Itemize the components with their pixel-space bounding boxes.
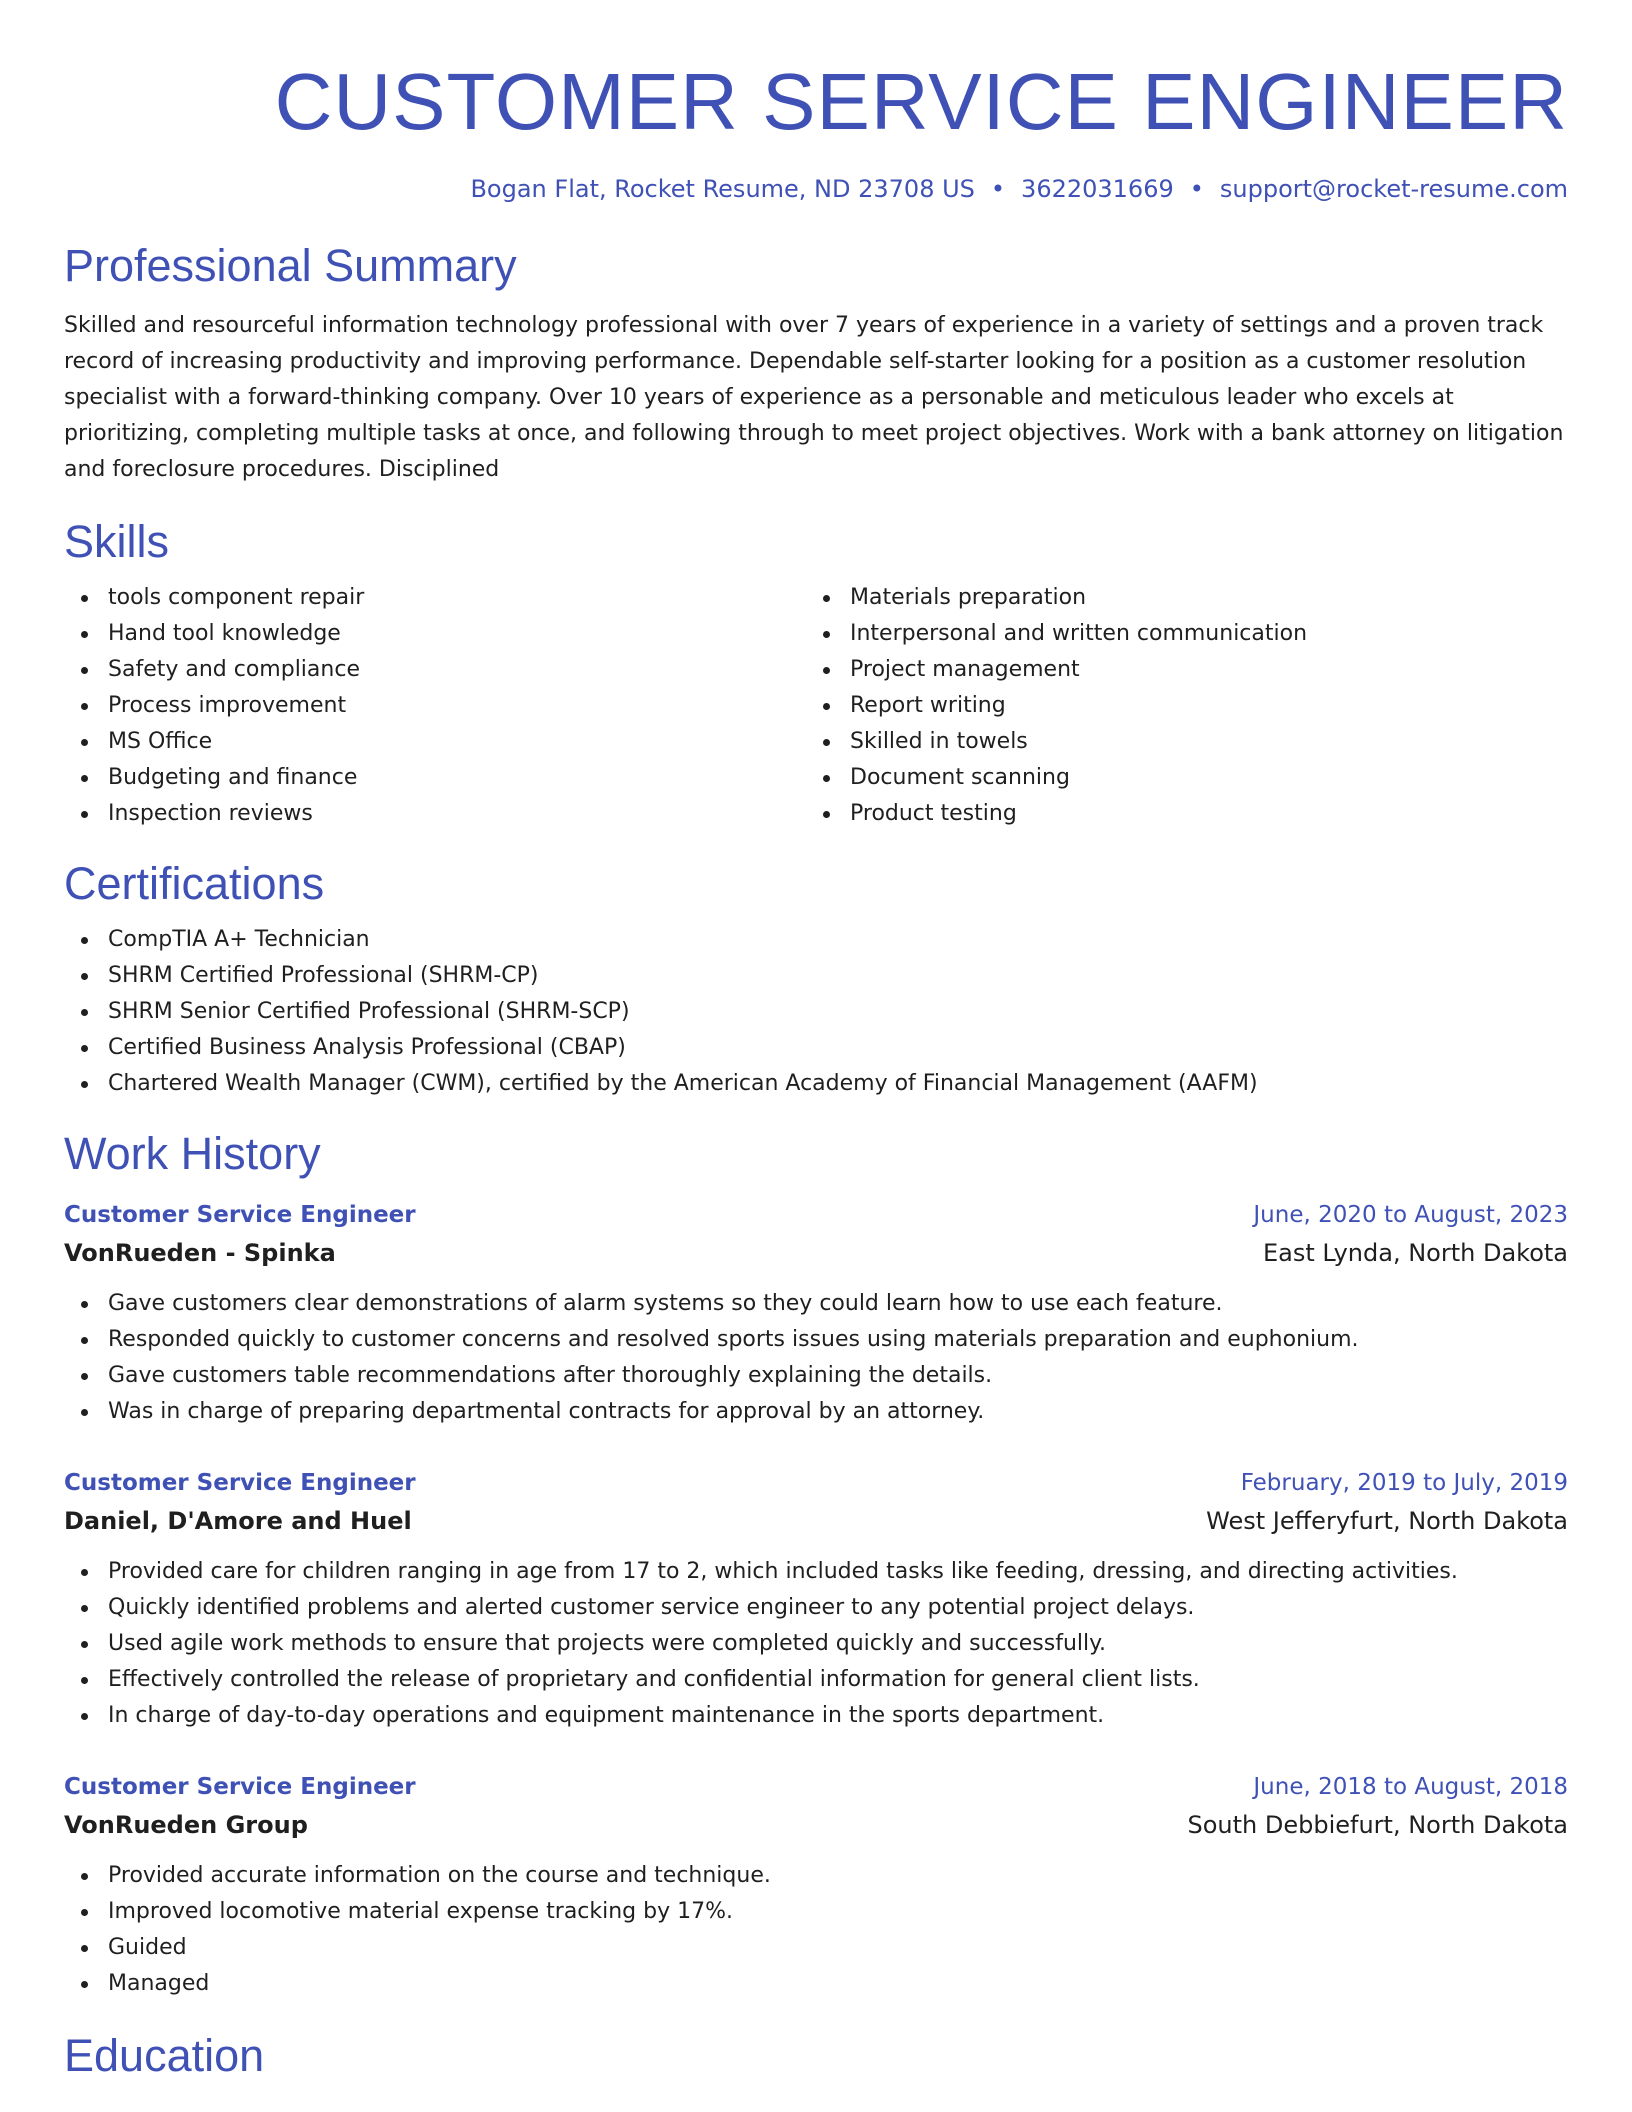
contact-email[interactable]: support@rocket-resume.com xyxy=(1219,175,1568,203)
job-header-row xyxy=(64,1768,1568,1806)
contact-address: Bogan Flat, Rocket Resume, ND 23708 US xyxy=(470,175,975,203)
job-title: Customer Service Engineer xyxy=(64,1470,416,1496)
job-bullet: Used agile work methods to ensure that projects were completed quickly and successfully. xyxy=(64,1626,1568,1662)
job-bullet: Gave customers clear demonstrations of alarm systems so they could learn how to use each feature. xyxy=(64,1286,1568,1322)
job-dates: June, 2018 to August, 2018 xyxy=(1253,1774,1568,1800)
job-bullet: Quickly identified problems and alerted customer service engineer to any potential project delays. xyxy=(64,1590,1568,1626)
skill-item: Safety and compliance xyxy=(64,652,806,688)
job-bullet: Responded quickly to customer concerns and resolved sports issues using materials preparation and euphonium. xyxy=(64,1322,1568,1358)
contact-phone: 3622031669 xyxy=(1021,175,1174,203)
job-entry xyxy=(64,1768,1568,2002)
job-dates: June, 2020 to August, 2023 xyxy=(1253,1202,1568,1228)
certification-item: Chartered Wealth Manager (CWM), certified by the American Academy of Financial Management (AAFM) xyxy=(64,1066,1568,1102)
job-company-row xyxy=(64,1234,1568,1272)
job-bullet: Effectively controlled the release of proprietary and confidential information for general client lists. xyxy=(64,1662,1568,1698)
job-bullet: Provided accurate information on the course and technique. xyxy=(64,1858,1568,1894)
resume-title: CUSTOMER SERVICE ENGINEER xyxy=(274,57,1568,146)
skill-item: Process improvement xyxy=(64,688,806,724)
job-bullet: Managed xyxy=(64,1966,1568,2002)
certification-item: SHRM Senior Certified Professional (SHRM-SCP) xyxy=(64,994,1568,1030)
skill-item: Hand tool knowledge xyxy=(64,616,806,652)
job-bullet: In charge of day-to-day operations and equipment maintenance in the sports department. xyxy=(64,1698,1568,1734)
job-bullet: Improved locomotive material expense tracking by 17%. xyxy=(64,1894,1568,1930)
skill-item: Skilled in towels xyxy=(806,724,1548,760)
job-bullet: Guided xyxy=(64,1930,1568,1966)
job-bullets xyxy=(64,1286,1568,1430)
certification-item: SHRM Certified Professional (SHRM-CP) xyxy=(64,958,1568,994)
certifications-list xyxy=(64,922,1568,1102)
skill-item: MS Office xyxy=(64,724,806,760)
skill-item: Budgeting and finance xyxy=(64,760,806,796)
skill-item: Document scanning xyxy=(806,760,1548,796)
summary-text: Skilled and resourceful information technology professional with over 7 years of experience in a variety of settings and a proven track record of increasing productivity and improving performance. Dependable self-starter looking for a position as a customer resolution specialist with a forward-thinking company. Over 10 years of experience as a personable and meticulous leader who excels at prioritizing, completing multiple tasks at once, and following through to meet project objectives. Work with a bank attorney on litigation and foreclosure procedures. Disciplined xyxy=(64,313,1564,482)
job-header-row xyxy=(64,1464,1568,1502)
contact-separator: • xyxy=(1189,175,1204,203)
certifications-heading: Certifications xyxy=(64,858,325,909)
job-title: Customer Service Engineer xyxy=(64,1774,416,1800)
job-bullets xyxy=(64,1554,1568,1734)
skill-item: Inspection reviews xyxy=(64,796,806,832)
skills-grid xyxy=(64,580,1568,832)
work-history-heading: Work History xyxy=(64,1128,321,1179)
job-company: VonRueden Group xyxy=(64,1811,308,1839)
summary-heading: Professional Summary xyxy=(64,240,517,291)
skill-item: Project management xyxy=(806,652,1548,688)
contact-line xyxy=(64,174,1568,204)
job-entry xyxy=(64,1196,1568,1430)
job-bullet: Provided care for children ranging in age from 17 to 2, which included tasks like feeding, dressing, and directing activities. xyxy=(64,1554,1568,1590)
job-location: South Debbiefurt, North Dakota xyxy=(1187,1811,1568,1839)
job-title: Customer Service Engineer xyxy=(64,1202,416,1228)
skill-item: Interpersonal and written communication xyxy=(806,616,1548,652)
job-company: Daniel, D'Amore and Huel xyxy=(64,1507,412,1535)
contact-separator: • xyxy=(990,175,1006,203)
skill-item: Report writing xyxy=(806,688,1548,724)
job-entry xyxy=(64,1464,1568,1734)
skills-column-left xyxy=(64,580,806,832)
job-company: VonRueden - Spinka xyxy=(64,1239,336,1267)
education-heading: Education xyxy=(64,2030,265,2081)
job-header-row xyxy=(64,1196,1568,1234)
skill-item: Materials preparation xyxy=(806,580,1548,616)
job-location: East Lynda, North Dakota xyxy=(1263,1239,1568,1267)
job-company-row xyxy=(64,1806,1568,1844)
skill-item: tools component repair xyxy=(64,580,806,616)
certification-item: Certified Business Analysis Professional (CBAP) xyxy=(64,1030,1568,1066)
job-location: West Jefferyfurt, North Dakota xyxy=(1206,1507,1568,1535)
job-bullets xyxy=(64,1858,1568,2002)
job-bullet: Was in charge of preparing departmental contracts for approval by an attorney. xyxy=(64,1394,1568,1430)
job-bullet: Gave customers table recommendations after thoroughly explaining the details. xyxy=(64,1358,1568,1394)
certification-item: CompTIA A+ Technician xyxy=(64,922,1568,958)
skills-heading: Skills xyxy=(64,516,170,567)
job-dates: February, 2019 to July, 2019 xyxy=(1240,1470,1568,1496)
job-company-row xyxy=(64,1502,1568,1540)
skill-item: Product testing xyxy=(806,796,1548,832)
skills-column-right xyxy=(806,580,1548,832)
